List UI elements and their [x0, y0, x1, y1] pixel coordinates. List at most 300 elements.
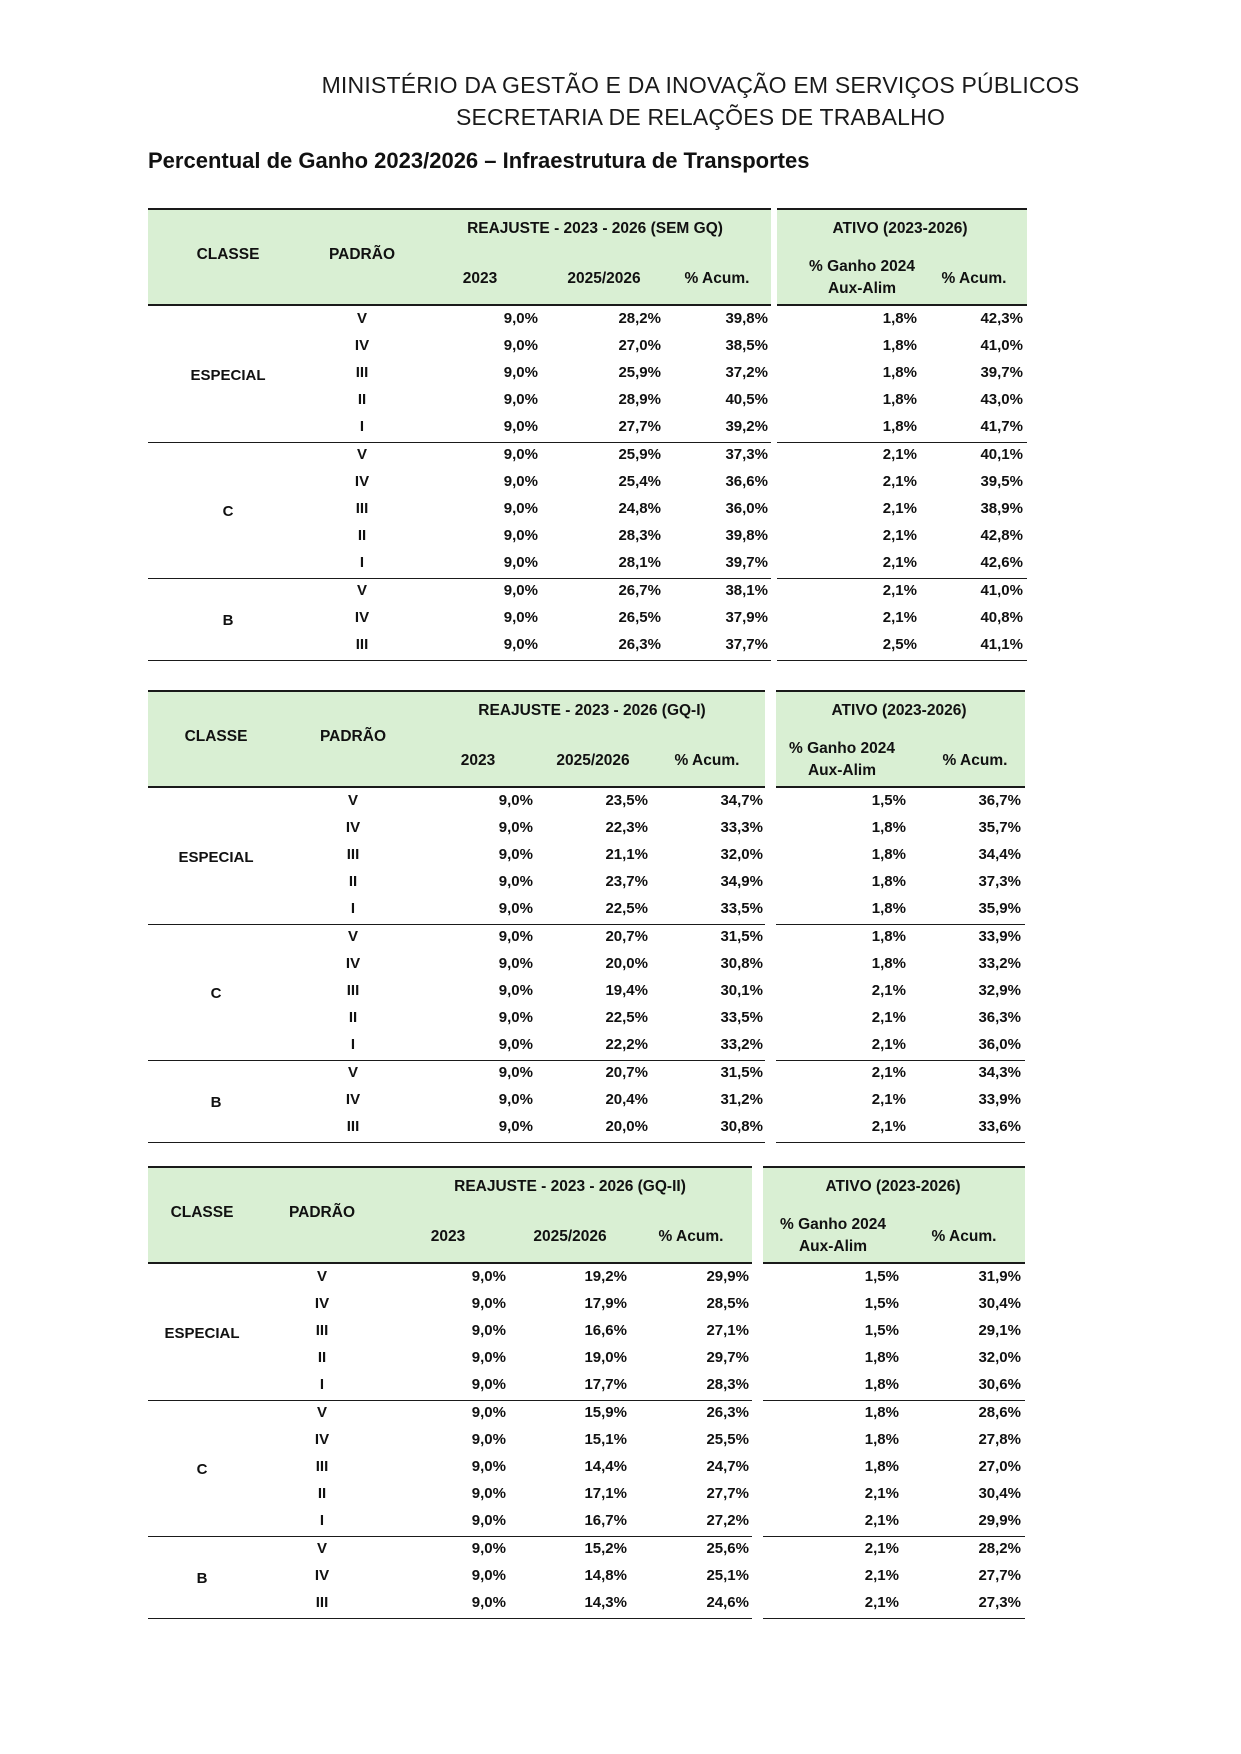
classe-label: B	[210, 1093, 222, 1111]
padrao-cell: II	[357, 527, 367, 544]
padrao-cell: I	[350, 1036, 356, 1053]
reajuste-2025-2026-cell: 23,5%	[605, 792, 648, 809]
acum-ativo-cell: 36,3%	[978, 1009, 1021, 1026]
group-separator	[148, 1400, 752, 1401]
ganho-2024-cell: 2,1%	[871, 1009, 906, 1026]
acum-ativo-cell: 37,3%	[978, 873, 1021, 890]
ganho-2024-cell: 2,1%	[871, 1064, 906, 1081]
header-aux-alim: Aux-Alim	[827, 280, 897, 297]
group-separator	[776, 1142, 1025, 1143]
ganho-2024-cell: 1,5%	[871, 792, 906, 809]
padrao-cell: II	[357, 391, 367, 408]
reajuste-2025-2026-cell: 19,4%	[605, 982, 648, 999]
acum-ativo-cell: 32,9%	[978, 982, 1021, 999]
reajuste-2023-cell: 9,0%	[498, 1036, 533, 1053]
reajuste-2025-2026-cell: 25,4%	[618, 473, 661, 490]
acum-ativo-cell: 41,1%	[980, 636, 1023, 653]
padrao-cell: III	[315, 1594, 329, 1611]
group-separator	[148, 1618, 752, 1619]
acum-ativo-cell: 42,3%	[980, 310, 1023, 327]
acum-ativo-cell: 29,9%	[978, 1512, 1021, 1529]
ganho-2024-cell: 2,1%	[871, 1118, 906, 1135]
ganho-2024-cell: 2,1%	[871, 1091, 906, 1108]
acum-ativo-cell: 41,7%	[980, 418, 1023, 435]
acum-ativo-cell: 33,6%	[978, 1118, 1021, 1135]
ganho-2024-cell: 1,8%	[864, 1404, 899, 1421]
acum-ativo-cell: 30,4%	[978, 1295, 1021, 1312]
ganho-2024-cell: 1,8%	[864, 1431, 899, 1448]
ganho-2024-cell: 2,1%	[882, 527, 917, 544]
header-padrao: PADRÃO	[328, 246, 396, 263]
acum-cell: 33,3%	[720, 819, 763, 836]
acum-ativo-cell: 34,3%	[978, 1064, 1021, 1081]
reajuste-2025-2026-cell: 28,1%	[618, 554, 661, 571]
acum-ativo-cell: 34,4%	[978, 846, 1021, 863]
padrao-cell: V	[347, 1064, 358, 1081]
ganho-2024-cell: 1,5%	[864, 1268, 899, 1285]
acum-cell: 39,8%	[725, 310, 768, 327]
table-top-rule	[148, 208, 771, 210]
header-ativo: ATIVO (2023-2026)	[825, 1178, 961, 1195]
group-separator	[777, 578, 1027, 579]
ganho-2024-cell: 2,1%	[882, 473, 917, 490]
table-top-rule	[777, 208, 1027, 210]
padrao-cell: III	[355, 364, 369, 381]
ganho-2024-cell: 2,1%	[882, 582, 917, 599]
reajuste-2023-cell: 9,0%	[503, 636, 538, 653]
classe-label: C	[196, 1460, 208, 1478]
acum-ativo-cell: 33,2%	[978, 955, 1021, 972]
reajuste-2023-cell: 9,0%	[471, 1540, 506, 1557]
group-separator	[776, 924, 1025, 925]
reajuste-2023-cell: 9,0%	[498, 819, 533, 836]
acum-cell: 24,6%	[706, 1594, 749, 1611]
reajuste-2025-2026-cell: 28,9%	[618, 391, 661, 408]
reajuste-2023-cell: 9,0%	[471, 1458, 506, 1475]
header-bottom-rule	[763, 1262, 1025, 1264]
acum-ativo-cell: 36,7%	[978, 792, 1021, 809]
table-top-rule	[148, 1166, 752, 1168]
group-separator	[763, 1618, 1025, 1619]
padrao-cell: I	[359, 418, 365, 435]
acum-ativo-cell: 28,2%	[978, 1540, 1021, 1557]
reajuste-2023-cell: 9,0%	[471, 1295, 506, 1312]
padrao-cell: V	[356, 310, 367, 327]
ganho-2024-cell: 1,8%	[864, 1458, 899, 1475]
header-ativo: ATIVO (2023-2026)	[831, 702, 967, 719]
header-ativo: ATIVO (2023-2026)	[832, 220, 968, 237]
ganho-2024-cell: 1,8%	[871, 928, 906, 945]
reajuste-2025-2026-cell: 25,9%	[618, 446, 661, 463]
reajuste-2025-2026-cell: 14,8%	[584, 1567, 627, 1584]
ganho-2024-cell: 1,8%	[882, 364, 917, 381]
ganho-2024-cell: 2,1%	[864, 1485, 899, 1502]
acum-ativo-cell: 30,6%	[978, 1376, 1021, 1393]
reajuste-2025-2026-cell: 14,3%	[584, 1594, 627, 1611]
acum-ativo-cell: 27,7%	[978, 1567, 1021, 1584]
reajuste-2025-2026-cell: 26,7%	[618, 582, 661, 599]
group-separator	[763, 1400, 1025, 1401]
acum-cell: 38,1%	[725, 582, 768, 599]
padrao-cell: IV	[314, 1295, 330, 1312]
acum-cell: 38,5%	[725, 337, 768, 354]
ganho-2024-cell: 1,8%	[871, 846, 906, 863]
reajuste-2025-2026-cell: 20,7%	[605, 1064, 648, 1081]
padrao-cell: III	[346, 1118, 360, 1135]
ganho-2024-cell: 2,1%	[864, 1540, 899, 1557]
ganho-2024-cell: 1,8%	[871, 955, 906, 972]
reajuste-2025-2026-cell: 26,3%	[618, 636, 661, 653]
padrao-cell: I	[359, 554, 365, 571]
acum-ativo-cell: 39,5%	[980, 473, 1023, 490]
ganho-2024-cell: 2,5%	[882, 636, 917, 653]
acum-cell: 27,2%	[706, 1512, 749, 1529]
classe-label: B	[196, 1569, 208, 1587]
padrao-cell: III	[315, 1322, 329, 1339]
acum-ativo-cell: 27,0%	[978, 1458, 1021, 1475]
header-acum-ativo: % Acum.	[931, 1228, 997, 1245]
padrao-cell: IV	[354, 473, 370, 490]
group-separator	[777, 442, 1027, 443]
padrao-cell: II	[317, 1349, 327, 1366]
ministry-name: MINISTÉRIO DA GESTÃO E DA INOVAÇÃO EM SERVIÇOS PÚBLICOS	[321, 72, 1080, 98]
acum-ativo-cell: 38,9%	[980, 500, 1023, 517]
reajuste-2025-2026-cell: 20,4%	[605, 1091, 648, 1108]
classe-label: ESPECIAL	[178, 848, 254, 866]
acum-cell: 25,6%	[706, 1540, 749, 1557]
group-separator	[148, 442, 771, 443]
header-bottom-rule	[148, 1262, 752, 1264]
ganho-2024-cell: 2,1%	[882, 554, 917, 571]
ganho-2024-cell: 2,1%	[864, 1567, 899, 1584]
page-title: Percentual de Ganho 2023/2026 – Infraestrutura de Transportes	[148, 148, 810, 173]
acum-cell: 34,7%	[720, 792, 763, 809]
reajuste-2023-cell: 9,0%	[498, 1091, 533, 1108]
reajuste-2023-cell: 9,0%	[503, 418, 538, 435]
acum-cell: 39,2%	[725, 418, 768, 435]
classe-label: ESPECIAL	[164, 1324, 240, 1342]
reajuste-2025-2026-cell: 22,3%	[605, 819, 648, 836]
reajuste-2023-cell: 9,0%	[503, 337, 538, 354]
acum-ativo-cell: 36,0%	[978, 1036, 1021, 1053]
reajuste-2023-cell: 9,0%	[471, 1268, 506, 1285]
acum-cell: 27,1%	[706, 1322, 749, 1339]
padrao-cell: V	[347, 928, 358, 945]
group-separator	[148, 660, 771, 661]
table-top-rule	[763, 1166, 1025, 1168]
padrao-cell: V	[356, 446, 367, 463]
padrao-cell: IV	[345, 1091, 361, 1108]
padrao-cell: V	[316, 1268, 327, 1285]
header-2025-2026: 2025/2026	[556, 752, 630, 769]
reajuste-2025-2026-cell: 28,2%	[618, 310, 661, 327]
padrao-cell: III	[315, 1458, 329, 1475]
reajuste-2025-2026-cell: 15,1%	[584, 1431, 627, 1448]
acum-ativo-cell: 33,9%	[978, 928, 1021, 945]
header-aux-alim: Aux-Alim	[798, 1238, 868, 1255]
ganho-2024-cell: 1,8%	[871, 873, 906, 890]
acum-cell: 30,1%	[720, 982, 763, 999]
header-classe: CLASSE	[170, 1204, 234, 1221]
header-acum: % Acum.	[674, 752, 740, 769]
ganho-2024-cell: 1,8%	[882, 391, 917, 408]
padrao-cell: IV	[314, 1567, 330, 1584]
header-2023: 2023	[460, 752, 496, 769]
reajuste-2023-cell: 9,0%	[498, 900, 533, 917]
acum-cell: 31,5%	[720, 1064, 763, 1081]
acum-cell: 36,0%	[725, 500, 768, 517]
reajuste-2023-cell: 9,0%	[471, 1567, 506, 1584]
reajuste-2023-cell: 9,0%	[471, 1322, 506, 1339]
padrao-cell: IV	[314, 1431, 330, 1448]
acum-cell: 24,7%	[706, 1458, 749, 1475]
ganho-2024-cell: 1,8%	[882, 310, 917, 327]
header-ganho-2024: % Ganho 2024	[809, 258, 915, 275]
header-bottom-rule	[148, 304, 771, 306]
classe-label: ESPECIAL	[190, 366, 266, 384]
acum-cell: 32,0%	[720, 846, 763, 863]
ganho-2024-cell: 1,8%	[871, 819, 906, 836]
header-classe: CLASSE	[196, 246, 260, 263]
acum-ativo-cell: 41,0%	[980, 582, 1023, 599]
acum-ativo-cell: 39,7%	[980, 364, 1023, 381]
acum-cell: 33,5%	[720, 900, 763, 917]
group-separator	[776, 1060, 1025, 1061]
header-aux-alim: Aux-Alim	[807, 762, 877, 779]
ganho-2024-cell: 1,8%	[864, 1376, 899, 1393]
reajuste-2023-cell: 9,0%	[498, 1009, 533, 1026]
padrao-cell: III	[346, 846, 360, 863]
header-2025-2026: 2025/2026	[533, 1228, 607, 1245]
ganho-2024-cell: 2,1%	[882, 609, 917, 626]
reajuste-2025-2026-cell: 17,9%	[584, 1295, 627, 1312]
reajuste-2023-cell: 9,0%	[503, 391, 538, 408]
classe-label: C	[222, 502, 234, 520]
group-separator	[148, 924, 765, 925]
reajuste-2025-2026-cell: 19,0%	[584, 1349, 627, 1366]
reajuste-2023-cell: 9,0%	[498, 982, 533, 999]
header-group-title: REAJUSTE - 2023 - 2026 (GQ-I)	[478, 702, 706, 719]
header-padrao: PADRÃO	[319, 728, 387, 745]
reajuste-2023-cell: 9,0%	[503, 364, 538, 381]
padrao-cell: I	[319, 1376, 325, 1393]
reajuste-2023-cell: 9,0%	[498, 928, 533, 945]
ganho-2024-cell: 2,1%	[871, 1036, 906, 1053]
acum-ativo-cell: 40,8%	[980, 609, 1023, 626]
reajuste-2023-cell: 9,0%	[503, 473, 538, 490]
reajuste-2025-2026-cell: 27,0%	[618, 337, 661, 354]
reajuste-2025-2026-cell: 23,7%	[605, 873, 648, 890]
header-bottom-rule	[148, 786, 765, 788]
reajuste-2023-cell: 9,0%	[503, 446, 538, 463]
header-acum: % Acum.	[658, 1228, 724, 1245]
group-separator	[763, 1536, 1025, 1537]
padrao-cell: V	[316, 1404, 327, 1421]
ganho-2024-cell: 1,8%	[882, 337, 917, 354]
reajuste-2023-cell: 9,0%	[503, 527, 538, 544]
ganho-2024-cell: 2,1%	[864, 1594, 899, 1611]
reajuste-2025-2026-cell: 19,2%	[584, 1268, 627, 1285]
header-acum: % Acum.	[684, 270, 750, 287]
reajuste-2025-2026-cell: 24,8%	[618, 500, 661, 517]
padrao-cell: V	[316, 1540, 327, 1557]
reajuste-2025-2026-cell: 20,7%	[605, 928, 648, 945]
reajuste-2025-2026-cell: 20,0%	[605, 955, 648, 972]
classe-label: C	[210, 984, 222, 1002]
reajuste-2025-2026-cell: 16,7%	[584, 1512, 627, 1529]
reajuste-2023-cell: 9,0%	[471, 1512, 506, 1529]
acum-cell: 37,7%	[725, 636, 768, 653]
acum-cell: 37,3%	[725, 446, 768, 463]
secretariat-name: SECRETARIA DE RELAÇÕES DE TRABALHO	[455, 104, 946, 130]
group-separator	[777, 660, 1027, 661]
acum-cell: 30,8%	[720, 1118, 763, 1135]
header-group-title: REAJUSTE - 2023 - 2026 (SEM GQ)	[467, 220, 723, 237]
acum-ativo-cell: 35,7%	[978, 819, 1021, 836]
ganho-2024-cell: 1,8%	[864, 1349, 899, 1366]
acum-ativo-cell: 43,0%	[980, 391, 1023, 408]
acum-ativo-cell: 29,1%	[978, 1322, 1021, 1339]
padrao-cell: IV	[354, 609, 370, 626]
reajuste-2023-cell: 9,0%	[503, 500, 538, 517]
reajuste-2023-cell: 9,0%	[498, 873, 533, 890]
acum-cell: 39,7%	[725, 554, 768, 571]
group-separator	[148, 578, 771, 579]
header-2023: 2023	[462, 270, 498, 287]
acum-cell: 31,2%	[720, 1091, 763, 1108]
reajuste-2025-2026-cell: 28,3%	[618, 527, 661, 544]
group-separator	[148, 1142, 765, 1143]
classe-label: B	[222, 611, 234, 629]
reajuste-2023-cell: 9,0%	[498, 792, 533, 809]
reajuste-2023-cell: 9,0%	[503, 582, 538, 599]
acum-ativo-cell: 41,0%	[980, 337, 1023, 354]
header-ganho-2024: % Ganho 2024	[780, 1216, 886, 1233]
reajuste-2025-2026-cell: 17,1%	[584, 1485, 627, 1502]
reajuste-2025-2026-cell: 27,7%	[618, 418, 661, 435]
acum-ativo-cell: 27,8%	[978, 1431, 1021, 1448]
reajuste-2023-cell: 9,0%	[471, 1431, 506, 1448]
group-separator	[148, 1536, 752, 1537]
acum-cell: 33,2%	[720, 1036, 763, 1053]
padrao-cell: IV	[345, 955, 361, 972]
header-ganho-2024: % Ganho 2024	[789, 740, 895, 757]
acum-cell: 36,6%	[725, 473, 768, 490]
table-top-rule	[148, 690, 765, 692]
acum-cell: 40,5%	[725, 391, 768, 408]
acum-cell: 25,1%	[706, 1567, 749, 1584]
acum-cell: 25,5%	[706, 1431, 749, 1448]
ganho-2024-cell: 2,1%	[882, 446, 917, 463]
reajuste-2025-2026-cell: 22,2%	[605, 1036, 648, 1053]
ganho-2024-cell: 2,1%	[882, 500, 917, 517]
padrao-cell: V	[356, 582, 367, 599]
acum-ativo-cell: 27,3%	[978, 1594, 1021, 1611]
reajuste-2025-2026-cell: 16,6%	[584, 1322, 627, 1339]
ganho-2024-cell: 1,8%	[882, 418, 917, 435]
header-acum-ativo: % Acum.	[942, 752, 1008, 769]
table-top-rule	[776, 690, 1025, 692]
reajuste-2023-cell: 9,0%	[471, 1404, 506, 1421]
acum-ativo-cell: 31,9%	[978, 1268, 1021, 1285]
reajuste-2025-2026-cell: 26,5%	[618, 609, 661, 626]
header-classe: CLASSE	[184, 728, 248, 745]
acum-ativo-cell: 30,4%	[978, 1485, 1021, 1502]
group-separator	[148, 1060, 765, 1061]
acum-ativo-cell: 35,9%	[978, 900, 1021, 917]
header-group-title: REAJUSTE - 2023 - 2026 (GQ-II)	[454, 1178, 686, 1195]
acum-ativo-cell: 32,0%	[978, 1349, 1021, 1366]
padrao-cell: II	[348, 1009, 358, 1026]
reajuste-2023-cell: 9,0%	[498, 1064, 533, 1081]
padrao-cell: III	[355, 636, 369, 653]
header-2025-2026: 2025/2026	[567, 270, 641, 287]
reajuste-2025-2026-cell: 14,4%	[584, 1458, 627, 1475]
ganho-2024-cell: 1,8%	[871, 900, 906, 917]
acum-cell: 26,3%	[706, 1404, 749, 1421]
acum-cell: 28,3%	[706, 1376, 749, 1393]
ganho-2024-cell: 1,5%	[864, 1295, 899, 1312]
header-bottom-rule	[776, 786, 1025, 788]
reajuste-2025-2026-cell: 22,5%	[605, 900, 648, 917]
reajuste-2025-2026-cell: 22,5%	[605, 1009, 648, 1026]
padrao-cell: IV	[345, 819, 361, 836]
padrao-cell: III	[355, 500, 369, 517]
reajuste-2023-cell: 9,0%	[471, 1349, 506, 1366]
reajuste-2025-2026-cell: 25,9%	[618, 364, 661, 381]
acum-cell: 34,9%	[720, 873, 763, 890]
reajuste-2023-cell: 9,0%	[471, 1485, 506, 1502]
ganho-2024-cell: 2,1%	[864, 1512, 899, 1529]
acum-cell: 27,7%	[706, 1485, 749, 1502]
reajuste-2023-cell: 9,0%	[503, 310, 538, 327]
reajuste-2023-cell: 9,0%	[498, 846, 533, 863]
acum-cell: 39,8%	[725, 527, 768, 544]
padrao-cell: I	[319, 1512, 325, 1529]
acum-ativo-cell: 33,9%	[978, 1091, 1021, 1108]
acum-cell: 29,9%	[706, 1268, 749, 1285]
acum-ativo-cell: 28,6%	[978, 1404, 1021, 1421]
padrao-cell: I	[350, 900, 356, 917]
reajuste-2023-cell: 9,0%	[503, 554, 538, 571]
acum-cell: 29,7%	[706, 1349, 749, 1366]
reajuste-2025-2026-cell: 17,7%	[584, 1376, 627, 1393]
reajuste-2023-cell: 9,0%	[471, 1376, 506, 1393]
acum-cell: 33,5%	[720, 1009, 763, 1026]
padrao-cell: II	[317, 1485, 327, 1502]
reajuste-2023-cell: 9,0%	[498, 955, 533, 972]
acum-cell: 28,5%	[706, 1295, 749, 1312]
ganho-2024-cell: 2,1%	[871, 982, 906, 999]
padrao-cell: III	[346, 982, 360, 999]
reajuste-2025-2026-cell: 15,9%	[584, 1404, 627, 1421]
reajuste-2023-cell: 9,0%	[498, 1118, 533, 1135]
header-bottom-rule	[777, 304, 1027, 306]
acum-cell: 37,2%	[725, 364, 768, 381]
reajuste-2023-cell: 9,0%	[503, 609, 538, 626]
acum-ativo-cell: 42,6%	[980, 554, 1023, 571]
ganho-2024-cell: 1,5%	[864, 1322, 899, 1339]
padrao-cell: V	[347, 792, 358, 809]
header-2023: 2023	[430, 1228, 466, 1245]
header-acum-ativo: % Acum.	[941, 270, 1007, 287]
reajuste-2025-2026-cell: 20,0%	[605, 1118, 648, 1135]
header-padrao: PADRÃO	[288, 1204, 356, 1221]
padrao-cell: IV	[354, 337, 370, 354]
acum-cell: 31,5%	[720, 928, 763, 945]
acum-cell: 37,9%	[725, 609, 768, 626]
acum-ativo-cell: 42,8%	[980, 527, 1023, 544]
